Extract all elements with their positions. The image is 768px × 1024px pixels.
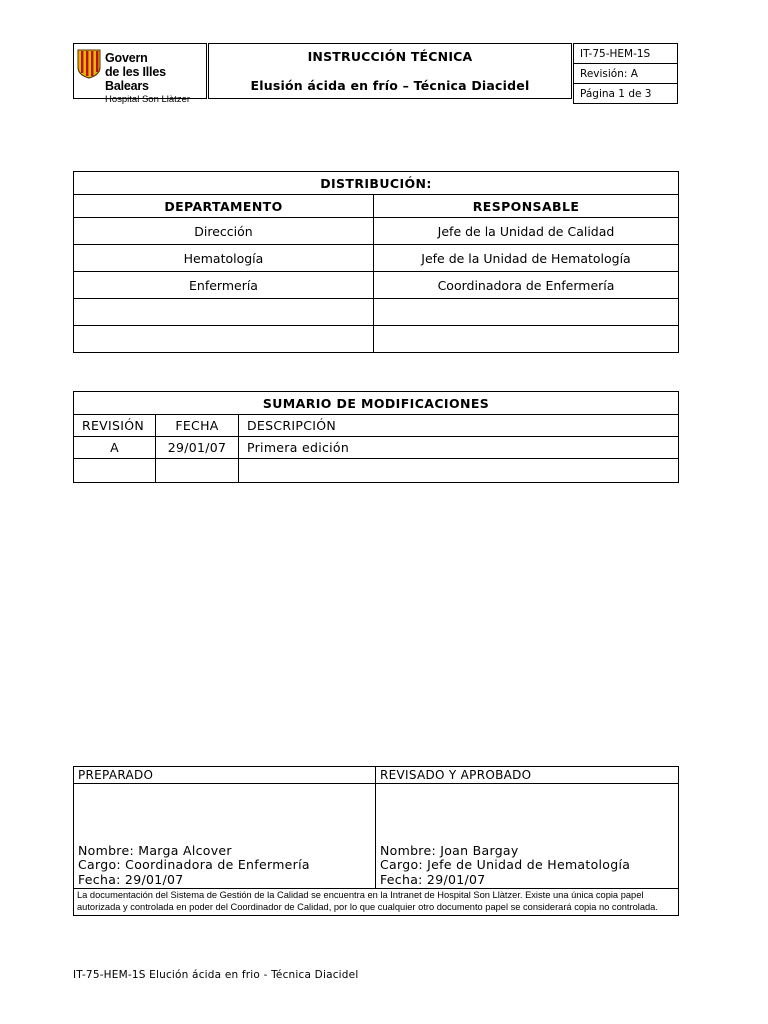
responsible-cell: Jefe de la Unidad de Calidad bbox=[374, 218, 679, 245]
revision-column-header: REVISIÓN bbox=[74, 415, 156, 437]
approved-label: REVISADO Y APROBADO bbox=[376, 767, 679, 784]
prepared-label: PREPARADO bbox=[74, 767, 376, 784]
prepared-role: Cargo: Coordinadora de Enfermería bbox=[78, 857, 310, 872]
table-row bbox=[74, 218, 679, 245]
date-cell: 29/01/07 bbox=[156, 437, 239, 459]
table-row bbox=[74, 245, 679, 272]
table-row bbox=[74, 299, 679, 326]
department-cell bbox=[74, 299, 374, 326]
doc-page: Página 1 de 3 bbox=[574, 84, 678, 104]
department-cell: Dirección bbox=[74, 218, 374, 245]
prepared-date: Fecha: 29/01/07 bbox=[78, 871, 184, 887]
responsible-cell: Jefe de la Unidad de Hematología bbox=[374, 245, 679, 272]
responsible-cell bbox=[374, 326, 679, 353]
hospital-name: Hospital Son Llàtzer bbox=[105, 94, 191, 105]
responsible-column-header: RESPONSABLE bbox=[374, 195, 679, 218]
department-cell: Hematología bbox=[74, 245, 374, 272]
department-column-header: DEPARTAMENTO bbox=[74, 195, 374, 218]
table-row bbox=[74, 459, 679, 483]
date-cell bbox=[156, 459, 239, 483]
prepared-name: Nombre: Marga Alcover bbox=[78, 842, 232, 858]
date-column-header: FECHA bbox=[156, 415, 239, 437]
doc-code: IT-75-HEM-1S bbox=[574, 44, 678, 64]
responsible-cell bbox=[374, 299, 679, 326]
approved-name: Nombre: Joan Bargay bbox=[380, 842, 519, 858]
header-reference-table bbox=[573, 43, 678, 104]
table-row bbox=[74, 326, 679, 353]
description-cell bbox=[239, 459, 679, 483]
table-row bbox=[74, 272, 679, 299]
logo-text bbox=[105, 51, 209, 107]
approved-role: Cargo: Jefe de Unidad de Hematología bbox=[380, 857, 631, 872]
page-footer: IT-75-HEM-1S Elución ácida en frio - Técnica Diacidel bbox=[73, 969, 359, 981]
modifications-title: SUMARIO DE MODIFICACIONES bbox=[74, 392, 679, 415]
balearic-shield-icon bbox=[77, 49, 101, 79]
distribution-title: DISTRIBUCIÓN: bbox=[74, 172, 679, 195]
org-line1: Govern bbox=[105, 51, 148, 65]
revision-cell bbox=[74, 459, 156, 483]
doc-revision: Revisión: A bbox=[574, 64, 678, 84]
doc-type: INSTRUCCIÓN TÉCNICA bbox=[307, 49, 473, 64]
quality-system-note: La documentación del Sistema de Gestión de la Calidad se encuentra en la Intranet de Hospital Son Llàtzer. Existe una única copia papel autorizada y controlada en poder del Coordinador de Calidad, por lo que cualquier otro documento papel se considerará copia no controlada. bbox=[74, 889, 679, 916]
department-cell bbox=[74, 326, 374, 353]
doc-title: Elusión ácida en frío – Técnica Diacidel bbox=[250, 78, 530, 93]
department-cell: Enfermería bbox=[74, 272, 374, 299]
table-row bbox=[74, 437, 679, 459]
description-cell: Primera edición bbox=[239, 437, 679, 459]
approved-cell bbox=[376, 784, 679, 889]
header-title-box bbox=[208, 43, 572, 99]
modifications-table bbox=[73, 391, 679, 483]
approved-date: Fecha: 29/01/07 bbox=[380, 871, 486, 887]
distribution-table bbox=[73, 171, 679, 353]
description-column-header: DESCRIPCIÓN bbox=[239, 415, 679, 437]
header-logo-box bbox=[73, 43, 207, 105]
prepared-cell bbox=[74, 784, 376, 889]
revision-cell: A bbox=[74, 437, 156, 459]
responsible-cell: Coordinadora de Enfermería bbox=[374, 272, 679, 299]
approval-table bbox=[73, 766, 679, 916]
org-line2: de les Illes Balears bbox=[105, 65, 166, 93]
